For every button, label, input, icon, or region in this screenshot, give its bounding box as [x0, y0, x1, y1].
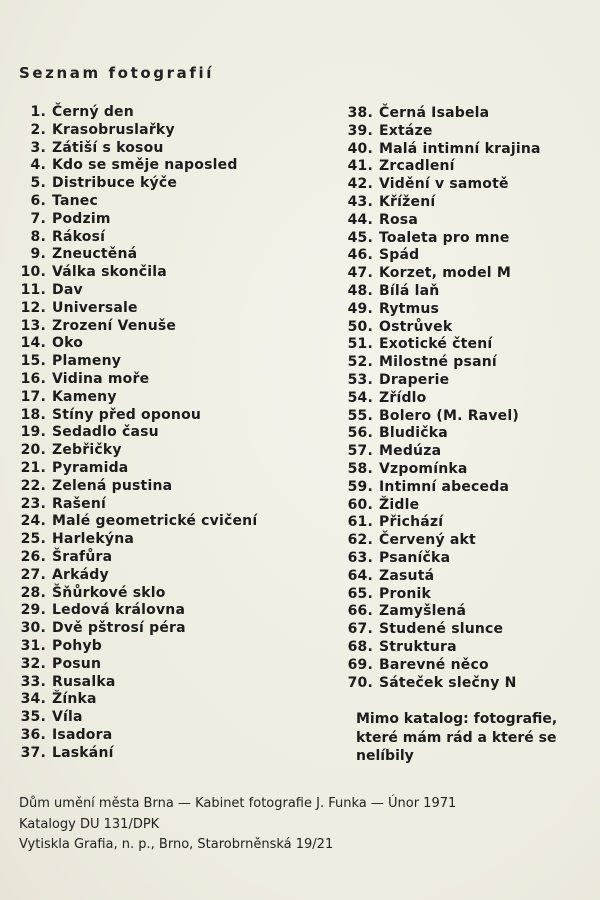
item-number: 44. [347, 211, 373, 228]
item-title: Korzet, model M [379, 265, 511, 282]
item-number: 66. [347, 603, 373, 620]
item-number: 49. [347, 300, 373, 317]
list-item [20, 513, 340, 531]
item-number: 62. [347, 532, 373, 549]
list-item [347, 354, 596, 372]
item-number: 43. [347, 193, 373, 210]
item-title: Studené slunce [379, 621, 504, 638]
mimo-line: Mimo katalog: fotografie, [356, 711, 558, 727]
item-number: 48. [347, 282, 373, 299]
list-item [347, 674, 596, 693]
item-title: Laskání [52, 744, 114, 761]
list-item [20, 353, 340, 371]
list-item [20, 140, 340, 158]
list-item [347, 549, 596, 568]
item-number: 45. [347, 229, 373, 246]
item-title: Exotické čtení [379, 336, 493, 353]
item-number: 32. [20, 655, 46, 672]
item-title: Bolero (M. Ravel) [379, 407, 519, 424]
item-title: Sedadlo času [52, 424, 159, 441]
item-number: 37. [20, 744, 46, 761]
item-title: Barevné něco [379, 656, 489, 673]
item-title: Medúza [379, 443, 442, 460]
item-number: 22. [20, 477, 46, 494]
item-number: 12. [20, 299, 46, 316]
list-item [347, 443, 596, 461]
list-item [347, 514, 596, 532]
list-item [20, 620, 340, 638]
item-number: 7. [30, 210, 46, 227]
list-item [347, 176, 596, 194]
list-item [20, 157, 340, 175]
item-number: 52. [347, 354, 373, 371]
list-item [20, 424, 340, 442]
item-number: 57. [347, 443, 373, 460]
list-item [347, 158, 596, 176]
list-item [347, 656, 596, 675]
list-item [20, 478, 340, 496]
list-item [20, 496, 340, 514]
item-title: Malá intimní krajina [379, 140, 541, 157]
list-item [20, 371, 340, 389]
item-title: Zamyšlená [379, 603, 467, 620]
list-item [20, 335, 340, 353]
item-title: Intimní abeceda [379, 478, 510, 495]
list-item [20, 531, 340, 549]
item-title: Červený akt [379, 532, 476, 549]
list-item [20, 282, 340, 300]
list-item [347, 638, 596, 657]
item-title: Kameny [52, 388, 117, 405]
item-number: 4. [30, 157, 46, 174]
footer-exhibition-line: Dům umění města Brna — Kabinet fotografie J. Funka — Únor 1971 [19, 796, 457, 811]
item-number: 5. [30, 175, 46, 192]
list-item [347, 300, 596, 319]
item-title: Bludička [379, 425, 448, 442]
list-item [20, 567, 340, 585]
item-title: Rusalka [52, 673, 116, 690]
item-number: 63. [347, 549, 373, 566]
photo-list-right [347, 105, 596, 692]
item-number: 38. [347, 105, 373, 121]
item-number: 41. [347, 158, 373, 175]
list-item [20, 549, 340, 567]
item-title: Plameny [52, 353, 122, 370]
list-item [347, 318, 596, 337]
item-number: 58. [347, 460, 373, 477]
item-number: 2. [30, 121, 46, 138]
list-item [20, 246, 340, 264]
list-item [20, 104, 340, 122]
item-title: Černá Isabela [379, 105, 490, 121]
item-number: 15. [20, 353, 46, 370]
item-number: 40. [347, 140, 373, 157]
item-number: 36. [20, 726, 46, 743]
item-number: 18. [20, 406, 46, 423]
item-title: Zrození Venuše [52, 317, 177, 334]
item-number: 70. [347, 674, 373, 691]
item-title: Posun [52, 655, 102, 672]
item-number: 31. [20, 637, 46, 654]
list-item [20, 602, 340, 620]
item-number: 61. [347, 514, 373, 531]
item-title: Extáze [379, 122, 433, 139]
item-number: 17. [20, 388, 46, 405]
item-title: Harlekýna [52, 531, 135, 548]
item-number: 68. [347, 638, 373, 655]
item-title: Přichází [379, 514, 444, 531]
list-item [20, 211, 340, 229]
item-title: Spád [379, 247, 420, 264]
list-item [20, 122, 340, 140]
item-title: Víla [52, 709, 83, 726]
item-number: 47. [347, 265, 373, 282]
item-title: Vzpomínka [379, 460, 468, 477]
item-title: Milostné psaní [379, 354, 497, 371]
item-number: 34. [20, 691, 46, 708]
item-number: 27. [20, 566, 46, 583]
list-item [20, 389, 340, 407]
item-number: 6. [30, 192, 46, 209]
list-item [347, 389, 596, 408]
item-title: Zelená pustina [52, 477, 173, 494]
item-title: Bílá laň [379, 282, 440, 299]
item-number: 53. [347, 371, 373, 388]
item-title: Rašení [52, 495, 107, 512]
item-title: Zasutá [379, 567, 435, 584]
item-number: 46. [347, 247, 373, 264]
item-number: 1. [30, 104, 46, 120]
item-number: 30. [20, 620, 46, 637]
item-number: 59. [347, 478, 373, 495]
item-number: 54. [347, 389, 373, 406]
item-title: Stíny před oponou [52, 406, 202, 423]
list-item [347, 229, 596, 248]
list-item [347, 621, 596, 639]
list-item [347, 211, 596, 230]
item-title: Ledová královna [52, 602, 186, 619]
list-item [20, 674, 340, 692]
item-title: Židle [379, 496, 420, 513]
item-number: 28. [20, 584, 46, 601]
list-item [347, 371, 596, 390]
item-title: Zřídlo [379, 389, 427, 406]
item-number: 16. [20, 370, 46, 387]
list-item [347, 478, 596, 497]
item-number: 65. [347, 585, 373, 602]
mimo-katalog-note [356, 710, 596, 766]
item-title: Zrcadlení [379, 158, 455, 175]
item-title: Struktura [379, 638, 457, 655]
photo-list-left [20, 104, 340, 762]
item-number: 69. [347, 656, 373, 673]
item-number: 67. [347, 621, 373, 638]
list-item [20, 264, 340, 282]
list-item [20, 709, 340, 727]
list-item [20, 638, 340, 656]
list-item [20, 300, 340, 318]
item-number: 50. [347, 318, 373, 335]
item-title: Toaleta pro mne [379, 229, 510, 246]
list-item [347, 407, 596, 426]
list-heading: Seznam fotografií [19, 64, 214, 82]
list-item [347, 140, 596, 159]
list-item [20, 193, 340, 211]
item-title: Žínka [52, 691, 97, 708]
item-number: 35. [20, 709, 46, 726]
list-item [347, 496, 596, 515]
item-number: 25. [20, 531, 46, 548]
item-title: Malé geometrické cvičení [52, 513, 258, 530]
item-title: Dvě pštrosí péra [52, 620, 186, 637]
item-title: Pohyb [52, 637, 102, 654]
item-title: Krasobruslařky [52, 121, 175, 138]
item-number: 33. [20, 673, 46, 690]
item-title: Válka skončila [52, 264, 167, 281]
imprint-footer [19, 794, 589, 856]
list-item [347, 336, 596, 354]
item-title: Zebřičky [52, 442, 122, 459]
list-item [347, 425, 596, 443]
item-title: Rytmus [379, 300, 440, 317]
item-number: 21. [20, 459, 46, 476]
list-item [20, 656, 340, 674]
item-number: 10. [20, 264, 46, 281]
item-title: Oko [52, 335, 84, 352]
item-title: Arkády [52, 566, 109, 583]
item-title: Universale [52, 299, 138, 316]
mimo-line: nelíbily [356, 748, 414, 764]
item-title: Tanec [52, 192, 98, 209]
item-number: 60. [347, 496, 373, 513]
item-title: Pronik [379, 585, 432, 602]
item-number: 13. [20, 317, 46, 334]
item-title: Šrafůra [52, 548, 113, 565]
list-item [20, 727, 340, 745]
item-number: 42. [347, 176, 373, 193]
list-item [20, 175, 340, 193]
list-item [347, 567, 596, 586]
list-item [20, 407, 340, 425]
mimo-line: které mám rád a které se [356, 729, 557, 746]
item-title: Isadora [52, 726, 113, 743]
item-number: 29. [20, 602, 46, 619]
list-item [20, 460, 340, 478]
item-title: Sáteček slečny N [379, 674, 517, 691]
item-number: 19. [20, 424, 46, 441]
item-number: 8. [30, 228, 46, 245]
list-item [20, 585, 340, 603]
item-title: Dav [52, 281, 83, 298]
list-item [347, 122, 596, 141]
item-number: 20. [20, 442, 46, 459]
item-number: 26. [20, 548, 46, 565]
item-title: Rosa [379, 211, 418, 228]
item-number: 39. [347, 122, 373, 139]
item-title: Podzim [52, 210, 111, 227]
item-title: Rákosí [52, 228, 106, 245]
item-number: 51. [347, 336, 373, 353]
list-item [347, 193, 596, 212]
item-number: 23. [20, 495, 46, 512]
item-number: 11. [20, 281, 46, 298]
item-title: Vidina moře [52, 370, 150, 387]
item-number: 64. [347, 567, 373, 584]
item-title: Draperie [379, 371, 450, 388]
item-number: 9. [30, 246, 46, 263]
footer-printer-line: Vytiskla Grafia, n. p., Brno, Starobrněnská 19/21 [19, 837, 334, 852]
list-item [347, 532, 596, 550]
item-title: Distribuce kýče [52, 175, 178, 192]
list-item [20, 229, 340, 247]
item-number: 56. [347, 425, 373, 442]
list-item [20, 442, 340, 460]
item-number: 24. [20, 513, 46, 530]
list-item [347, 585, 596, 604]
item-number: 3. [30, 139, 46, 156]
list-item [347, 265, 596, 283]
list-item [347, 460, 596, 479]
item-title: Ostrůvek [379, 318, 453, 335]
item-title: Vidění v samotě [379, 176, 509, 193]
list-item [347, 105, 596, 123]
item-title: Psaníčka [379, 549, 451, 566]
list-item [20, 691, 340, 709]
item-title: Kdo se směje naposled [52, 157, 238, 174]
item-title: Černý den [52, 104, 134, 120]
list-item [20, 318, 340, 336]
item-title: Křížení [379, 193, 436, 210]
item-title: Zátiší s kosou [52, 139, 164, 156]
list-item [347, 247, 596, 265]
item-title: Šňůrkové sklo [52, 584, 166, 601]
list-item [347, 282, 596, 301]
footer-catalog-line: Katalogy DU 131/DPK [19, 816, 160, 832]
item-number: 55. [347, 407, 373, 424]
item-title: Zneuctěná [52, 246, 138, 263]
list-item [20, 745, 340, 763]
list-item [347, 603, 596, 621]
item-number: 14. [20, 335, 46, 352]
item-title: Pyramida [52, 459, 129, 476]
